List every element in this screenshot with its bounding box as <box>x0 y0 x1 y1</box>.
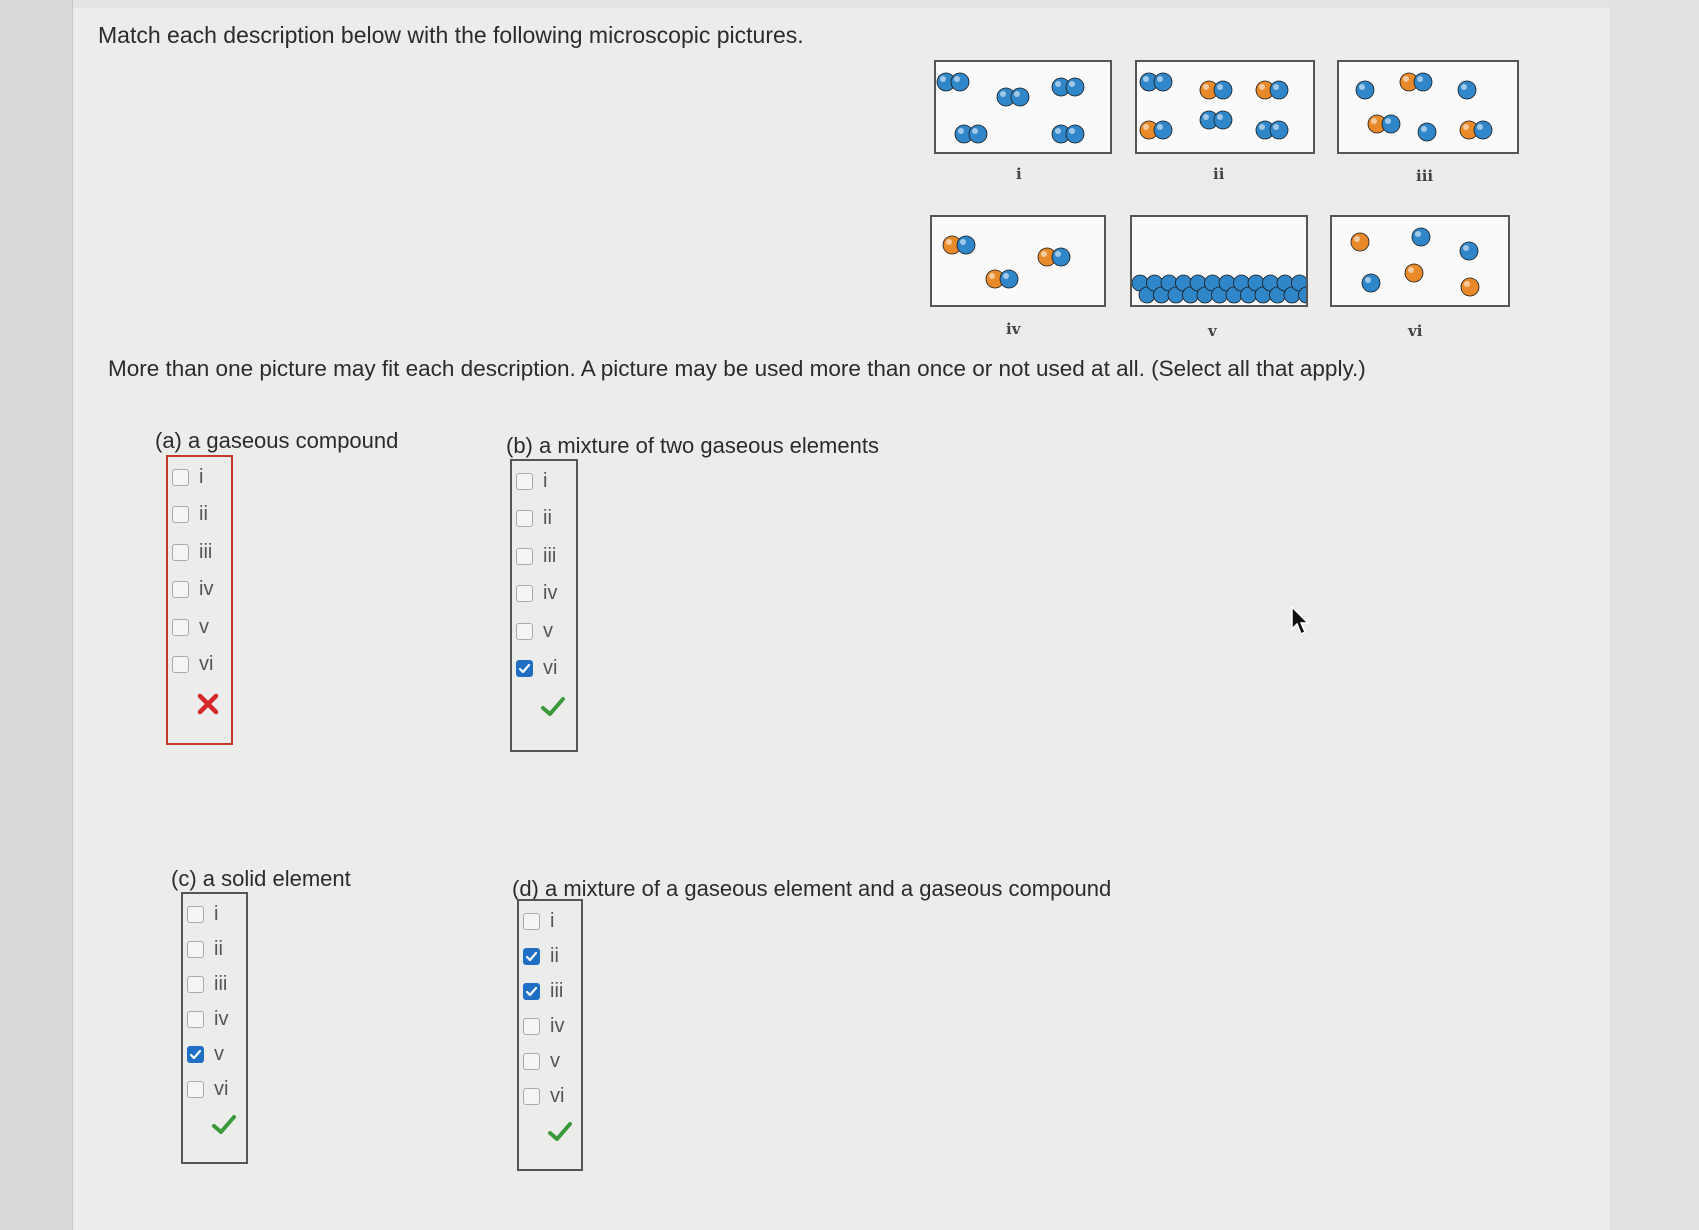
option-iii[interactable] <box>172 538 212 566</box>
option-v[interactable] <box>516 617 553 645</box>
option-label: iii <box>199 540 213 563</box>
option-label: i <box>550 909 555 932</box>
option-i[interactable] <box>516 467 547 495</box>
question-c-label: (c) a solid element <box>171 866 351 891</box>
option-label: iv <box>214 1007 229 1030</box>
selection-note: More than one picture may fit each description. A picture may be used more than once or not used at all. (Select all that apply.) <box>108 356 1366 381</box>
picture-label-v: v <box>1208 322 1217 340</box>
checkbox[interactable] <box>516 510 533 527</box>
option-label: i <box>199 465 204 488</box>
option-v[interactable] <box>172 613 209 641</box>
option-iii[interactable] <box>523 977 563 1005</box>
correct-check-icon <box>547 1121 573 1148</box>
option-label: iv <box>199 578 214 600</box>
option-label: v <box>199 615 209 638</box>
correct-check-icon <box>211 1114 237 1141</box>
checkbox[interactable] <box>523 1018 540 1035</box>
checkbox[interactable] <box>187 1081 204 1098</box>
option-label: ii <box>550 944 559 967</box>
option-label: i <box>214 902 219 925</box>
option-v[interactable] <box>523 1047 560 1075</box>
picture-v <box>1130 215 1308 307</box>
picture-iii <box>1337 60 1519 154</box>
option-label: iii <box>543 544 557 567</box>
checkbox[interactable] <box>516 660 533 677</box>
checkbox[interactable] <box>516 473 533 490</box>
left-margin <box>0 0 73 1230</box>
option-ii[interactable] <box>516 505 552 533</box>
option-i[interactable] <box>172 463 203 491</box>
option-iv[interactable] <box>523 1012 564 1040</box>
option-label: v <box>214 1042 224 1065</box>
option-vi[interactable] <box>523 1082 564 1110</box>
checkbox[interactable] <box>523 983 540 1000</box>
option-ii[interactable] <box>187 935 223 963</box>
checkbox[interactable] <box>172 544 189 561</box>
option-vi[interactable] <box>516 655 557 683</box>
mouse-cursor-icon <box>1290 605 1312 637</box>
option-iii[interactable] <box>187 970 227 998</box>
option-iv[interactable] <box>516 580 557 608</box>
option-label: v <box>550 1049 560 1072</box>
correct-check-icon <box>540 696 566 723</box>
option-iv[interactable] <box>187 1005 228 1033</box>
checkbox[interactable] <box>187 906 204 923</box>
picture-i <box>934 60 1112 154</box>
checkbox[interactable] <box>172 581 189 598</box>
option-label: ii <box>214 937 223 960</box>
option-label: vi <box>199 653 214 675</box>
checkbox[interactable] <box>187 941 204 958</box>
option-vi[interactable] <box>172 651 213 679</box>
question-a-options <box>166 455 233 745</box>
right-margin <box>1610 0 1699 1230</box>
option-label: iv <box>543 582 558 604</box>
option-label: iv <box>550 1014 565 1037</box>
incorrect-x-icon <box>196 692 220 721</box>
checkbox[interactable] <box>516 548 533 565</box>
question-b-options <box>510 459 578 752</box>
picture-label-i: i <box>1016 165 1022 183</box>
checkbox[interactable] <box>523 913 540 930</box>
option-label: vi <box>550 1084 565 1107</box>
picture-iv <box>930 215 1106 307</box>
question-a-label: (a) a gaseous compound <box>155 428 399 453</box>
option-label: ii <box>199 503 208 525</box>
option-label: iii <box>214 972 228 995</box>
option-iii[interactable] <box>516 542 556 570</box>
checkbox[interactable] <box>172 506 189 523</box>
picture-label-iv: iv <box>1006 320 1021 338</box>
checkbox[interactable] <box>523 1088 540 1105</box>
option-i[interactable] <box>187 900 218 928</box>
checkbox[interactable] <box>523 948 540 965</box>
option-label: i <box>543 469 548 492</box>
checkbox[interactable] <box>187 1046 204 1063</box>
option-iv[interactable] <box>172 576 213 604</box>
option-vi[interactable] <box>187 1075 228 1103</box>
picture-ii <box>1135 60 1315 154</box>
question-b-label: (b) a mixture of two gaseous elements <box>506 433 879 458</box>
checkbox[interactable] <box>172 469 189 486</box>
option-label: ii <box>543 507 552 529</box>
option-label: iii <box>550 979 564 1002</box>
checkbox[interactable] <box>172 619 189 636</box>
question-c-options <box>181 892 248 1164</box>
checkbox[interactable] <box>187 1011 204 1028</box>
picture-label-vi: vi <box>1408 322 1423 340</box>
option-label: vi <box>214 1077 229 1100</box>
question-panel <box>73 8 1699 1230</box>
option-ii[interactable] <box>523 942 559 970</box>
option-i[interactable] <box>523 907 554 935</box>
option-label: v <box>543 619 553 642</box>
option-ii[interactable] <box>172 501 208 529</box>
checkbox[interactable] <box>187 976 204 993</box>
option-v[interactable] <box>187 1040 224 1068</box>
checkbox[interactable] <box>172 656 189 673</box>
question-d-label: (d) a mixture of a gaseous element and a gaseous compound <box>512 876 1112 901</box>
checkbox[interactable] <box>523 1053 540 1070</box>
picture-label-iii: iii <box>1416 167 1434 185</box>
instructions-text: Match each description below with the following microscopic pictures. <box>98 22 804 48</box>
checkbox[interactable] <box>516 585 533 602</box>
picture-label-ii: ii <box>1213 165 1225 183</box>
checkbox[interactable] <box>516 623 533 640</box>
option-label: vi <box>543 657 558 679</box>
picture-vi <box>1330 215 1510 307</box>
question-d-options <box>517 899 583 1171</box>
